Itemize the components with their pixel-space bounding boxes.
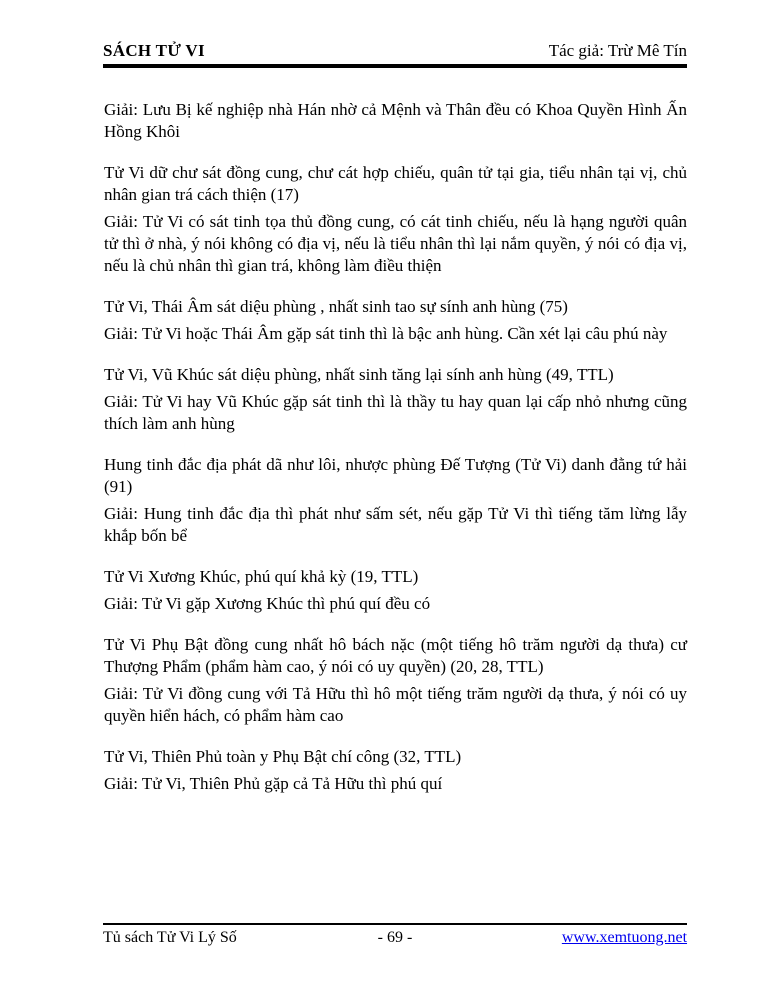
verse-group-8 xyxy=(104,746,687,795)
giai-explanation-paragraph: Giải: Hung tinh đắc địa thì phát như sấm sét, nếu gặp Tử Vi thì tiếng tăm lừng lẫy khắp bốn bể xyxy=(104,504,687,545)
giai-explanation-paragraph: Giải: Tử Vi đồng cung với Tả Hữu thì hô một tiếng trăm người dạ thưa, ý nói có uy quyền hiển hách, có phẩm hàm cao xyxy=(104,684,687,725)
verse-group-3 xyxy=(104,296,687,345)
giai-explanation-paragraph: Giải: Lưu Bị kế nghiệp nhà Hán nhờ cả Mệnh và Thân đều có Khoa Quyền Hình Ấn Hồng Khôi xyxy=(104,100,687,141)
footer-page-number: - 69 - xyxy=(377,929,413,946)
giai-explanation-paragraph: Giải: Tử Vi hoặc Thái Âm gặp sát tinh thì là bậc anh hùng. Cần xét lại câu phú này xyxy=(104,324,668,343)
giai-explanation-paragraph: Giải: Tử Vi, Thiên Phủ gặp cả Tả Hữu thì phú quí xyxy=(104,774,443,793)
footer-link-wrapper xyxy=(492,928,687,948)
phu-verse-paragraph: Hung tinh đắc địa phát dã như lôi, nhược phùng Đế Tượng (Tử Vi) danh đằng tứ hải (91) xyxy=(104,455,687,496)
verse-group-5 xyxy=(104,454,687,547)
phu-verse-paragraph: Tử Vi, Vũ Khúc sát diệu phùng, nhất sinh tăng lại sính anh hùng (49, TTL) xyxy=(104,365,614,384)
footer-series-title: Tủ sách Tử Vi Lý Số xyxy=(103,929,237,946)
verse-group-2 xyxy=(104,162,687,277)
verse-group-6 xyxy=(104,566,687,615)
phu-verse-paragraph: Tử Vi dữ chư sát đồng cung, chư cát hợp chiếu, quân tử tại gia, tiểu nhân tại vị, chủ nhân gian trá cách thiện (17) xyxy=(104,163,687,204)
verse-group-1 xyxy=(104,99,687,143)
giai-explanation-paragraph: Giải: Tử Vi hay Vũ Khúc gặp sát tinh thì là thầy tu hay quan lại cấp nhỏ nhưng cũng thích làm anh hùng xyxy=(104,392,687,433)
header-author: Tác giả: Trừ Mê Tín xyxy=(548,41,687,60)
phu-verse-paragraph: Tử Vi Phụ Bật đồng cung nhất hô bách nặc (một tiếng hô trăm người dạ thưa) cư Thượng Phẩm (phẩm hàm cao, ý nói có uy quyền) (20, 28, TTL) xyxy=(104,635,687,676)
page-footer xyxy=(103,923,687,948)
giai-explanation-paragraph: Giải: Tử Vi có sát tinh tọa thủ đồng cung, có cát tinh chiếu, nếu là hạng người quân tử thì ở nhà, ý nói không có địa vị, nếu là tiểu nhân thì lại nắm quyền, ý nói có địa vị, nếu là chủ nhân thì gian trá, không làm điều thiện xyxy=(104,212,687,275)
verse-group-7 xyxy=(104,634,687,727)
page-header xyxy=(103,40,687,68)
phu-verse-paragraph: Tử Vi, Thái Âm sát diệu phùng , nhất sinh tao sự sính anh hùng (75) xyxy=(104,297,568,316)
header-book-title: SÁCH TỬ VI xyxy=(103,41,205,60)
footer-website-link[interactable]: www.xemtuong.net xyxy=(561,929,688,946)
verse-group-4 xyxy=(104,364,687,435)
giai-explanation-paragraph: Giải: Tử Vi gặp Xương Khúc thì phú quí đều có xyxy=(104,594,431,613)
phu-verse-paragraph: Tử Vi, Thiên Phủ toàn y Phụ Bật chí công (32, TTL) xyxy=(104,747,462,766)
phu-verse-paragraph: Tử Vi Xương Khúc, phú quí khả kỳ (19, TTL) xyxy=(104,567,419,586)
page-body xyxy=(104,99,687,814)
